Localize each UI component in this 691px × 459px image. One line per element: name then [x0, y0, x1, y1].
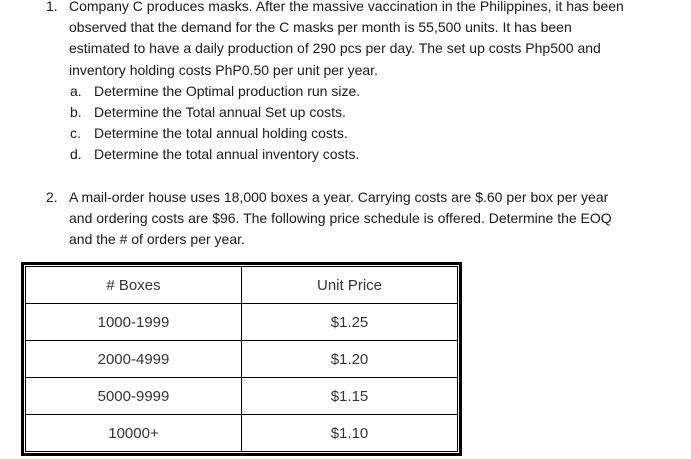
question-1-text: [69, 0, 669, 81]
table-header-row: [26, 267, 457, 304]
subitem-a: [0, 81, 691, 102]
subitem-text: Determine the total annual inventory costs.: [94, 146, 360, 163]
question-2-line: A mail-order house uses 18,000 boxes a year. Carrying costs are $.60 per box per year: [69, 189, 609, 205]
question-1-line: inventory holding costs PhP0.50 per unit per year.: [69, 61, 378, 78]
header-boxes: # Boxes: [26, 267, 242, 303]
header-unit-price: Unit Price: [316, 276, 383, 294]
subitem-letter: c.: [70, 125, 81, 142]
question-2-text: [69, 187, 669, 251]
price-cell: $1.20: [330, 350, 369, 368]
subitem-c: [0, 123, 691, 144]
subitem-text: Determine the Optimal production run size.: [94, 82, 361, 99]
boxes-cell: 5000-9999: [26, 378, 242, 414]
subitem-letter: a.: [70, 82, 82, 99]
subitem-d: [0, 144, 691, 165]
table-row: [26, 341, 457, 378]
subitem-text: Determine the Total annual Set up costs.: [94, 103, 346, 120]
boxes-cell: 10000+: [26, 415, 242, 451]
question-1-line: observed that the demand for the C masks per month is 55,500 units. It has been: [69, 19, 572, 36]
boxes-cell: 2000-4999: [26, 341, 242, 377]
subitem-text: Determine the total annual holding costs.: [94, 125, 348, 142]
subitem-letter: d.: [70, 146, 82, 163]
boxes-cell: 1000-1999: [26, 304, 242, 340]
question-1-line: estimated to have a daily production of 290 pcs per day. The set up costs Php500 and: [69, 40, 601, 57]
question-2-line: and ordering costs are $96. The following price schedule is offered. Determine the EOQ: [69, 210, 612, 227]
question-1-number: 1.: [46, 0, 58, 14]
question-2-line: and the # of orders per year.: [69, 231, 245, 248]
price-cell: $1.15: [330, 387, 369, 405]
price-cell: $1.10: [330, 424, 369, 442]
price-schedule-table: [21, 262, 462, 456]
question-2-number: 2.: [46, 189, 58, 205]
question-1-subitems: [0, 81, 691, 166]
subitem-b: [0, 102, 691, 123]
price-cell: $1.25: [330, 313, 369, 331]
table-row: [26, 415, 457, 451]
question-1-line: Company C produces masks. After the massive vaccination in the Philippines, it has been: [69, 0, 624, 14]
table-row: [26, 378, 457, 415]
price-table-grid: [25, 266, 458, 452]
subitem-letter: b.: [70, 103, 82, 120]
table-row: [26, 304, 457, 341]
